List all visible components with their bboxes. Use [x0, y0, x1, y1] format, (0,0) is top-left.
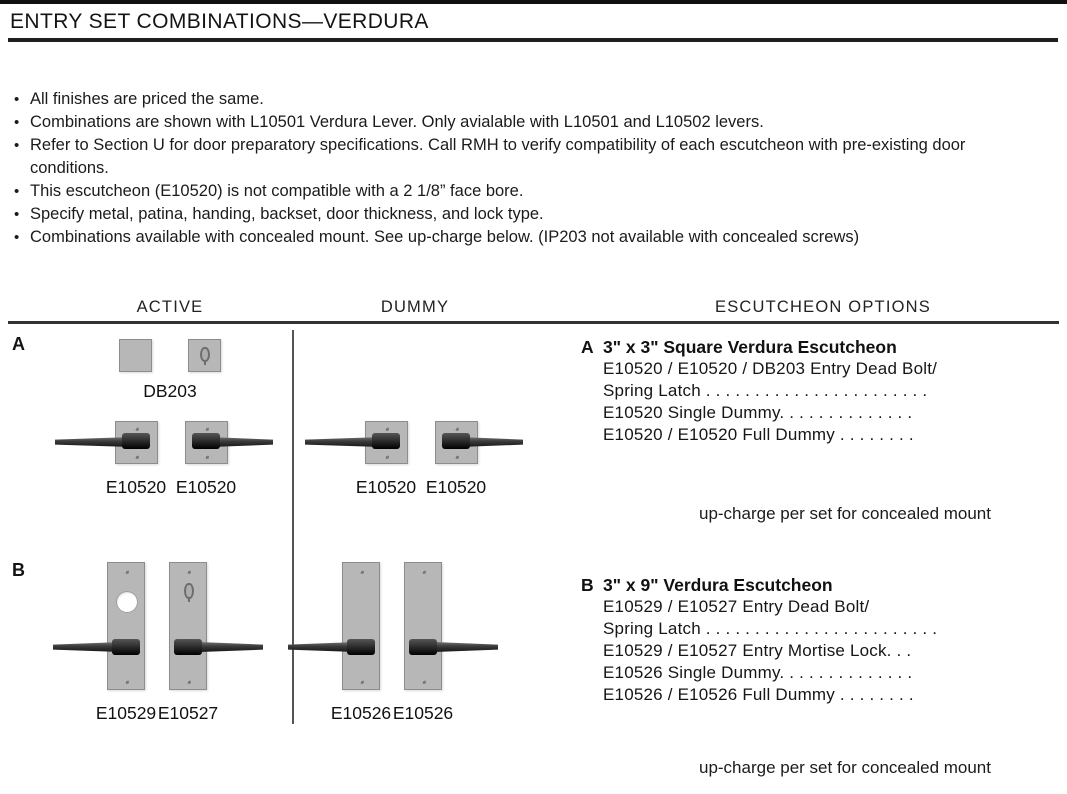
note-text: This escutcheon (E10520) is not compatible with a 2 1/8” face bore.: [30, 182, 524, 200]
figure-label: E10520: [425, 477, 487, 497]
note-item: [14, 88, 1044, 111]
figure-label: E10527: [157, 703, 219, 723]
column-header-dummy: DUMMY: [380, 298, 450, 316]
screw-icon: [455, 427, 459, 431]
figure-label: E10520: [355, 477, 417, 497]
thumbturn-icon: [200, 347, 210, 362]
lever-hub: [174, 639, 202, 655]
options-line: E10526 / E10526 Full Dummy . . . . . . . .: [603, 685, 914, 704]
title-rule: [8, 38, 1058, 42]
bullet-icon: •: [14, 137, 20, 154]
note-text: All finishes are priced the same.: [30, 90, 264, 108]
note-item: [14, 203, 1044, 226]
screw-icon: [205, 455, 209, 459]
figure-label: E10526: [392, 703, 454, 723]
bullet-icon: •: [14, 114, 20, 131]
options-heading-row: [581, 336, 1061, 358]
notes-list: [14, 88, 1044, 249]
screw-icon: [125, 570, 129, 574]
options-block-a: [581, 336, 1061, 446]
deadbolt-exterior-plate: [119, 339, 152, 372]
note-text: Refer to Section U for door preparatory specifications. Call RMH to verify compatibility of each escutcheon with pre-existing door conditions.: [30, 136, 966, 177]
screw-icon: [385, 427, 389, 431]
screw-icon: [125, 680, 129, 684]
deadbolt-interior-plate: [188, 339, 221, 372]
options-heading-row: [581, 574, 1061, 596]
figure-label: E10526: [330, 703, 392, 723]
options-line: E10529 / E10527 Entry Mortise Lock. . .: [603, 641, 912, 660]
screw-icon: [187, 680, 191, 684]
bullet-icon: •: [14, 183, 20, 200]
upcharge-note-a: up-charge per set for concealed mount: [698, 504, 991, 523]
screw-icon: [422, 570, 426, 574]
options-line: E10520 Single Dummy. . . . . . . . . . . . . .: [603, 403, 913, 422]
screw-icon: [205, 427, 209, 431]
options-row-letter: A: [581, 337, 594, 357]
options-line: E10526 Single Dummy. . . . . . . . . . . . . .: [603, 663, 913, 682]
figure-label: E10520: [105, 477, 167, 497]
thumbturn-icon: [184, 583, 194, 599]
active-dummy-divider: [292, 330, 294, 724]
note-item: [14, 134, 1044, 180]
lever-hub: [372, 433, 400, 449]
cylinder-hole: [116, 591, 138, 613]
header-rule: [8, 321, 1059, 324]
options-block-b: [581, 574, 1061, 706]
escutcheon-plate: [169, 562, 207, 690]
lever-hub: [347, 639, 375, 655]
bullet-icon: •: [14, 206, 20, 223]
escutcheon-plate: [342, 562, 380, 690]
options-line: Spring Latch . . . . . . . . . . . . . . . . . . . . . . . .: [603, 619, 938, 638]
screw-icon: [360, 680, 364, 684]
bullet-icon: •: [14, 91, 20, 108]
column-header-escutcheon-options: ESCUTCHEON OPTIONS: [715, 298, 931, 316]
options-lines: [603, 596, 1061, 706]
lever-icon: [428, 641, 498, 653]
screw-icon: [455, 455, 459, 459]
page-title: ENTRY SET COMBINATIONS—VERDURA: [10, 10, 429, 33]
bullet-icon: •: [14, 229, 20, 246]
note-item: [14, 226, 1044, 249]
options-heading: 3" x 3" Square Verdura Escutcheon: [603, 337, 897, 357]
options-line: E10520 / E10520 / DB203 Entry Dead Bolt/: [603, 359, 938, 378]
row-b-letter: B: [12, 560, 25, 580]
escutcheon-plate: [404, 562, 442, 690]
options-heading: 3" x 9" Verdura Escutcheon: [603, 575, 833, 595]
note-item: [14, 111, 1044, 134]
column-header-active: ACTIVE: [136, 298, 204, 316]
screw-icon: [135, 455, 139, 459]
options-line: E10529 / E10527 Entry Dead Bolt/: [603, 597, 870, 616]
options-lines: [603, 358, 1061, 446]
note-item: [14, 180, 1044, 203]
note-text: Specify metal, patina, handing, backset, door thickness, and lock type.: [30, 205, 544, 223]
deadbolt-label: DB203: [143, 381, 197, 401]
options-line: Spring Latch . . . . . . . . . . . . . . . . . . . . . . .: [603, 381, 928, 400]
options-row-letter: B: [581, 575, 594, 595]
screw-icon: [360, 570, 364, 574]
screw-icon: [422, 680, 426, 684]
screw-icon: [385, 455, 389, 459]
lever-hub: [442, 433, 470, 449]
figure-label: E10520: [175, 477, 237, 497]
note-text: Combinations are shown with L10501 Verdura Lever. Only avialable with L10501 and L10502 levers.: [30, 113, 764, 131]
options-line: E10520 / E10520 Full Dummy . . . . . . . .: [603, 425, 914, 444]
upcharge-note-b: up-charge per set for concealed mount: [698, 758, 991, 777]
screw-icon: [135, 427, 139, 431]
lever-icon: [193, 641, 263, 653]
lever-hub: [112, 639, 140, 655]
lever-hub: [409, 639, 437, 655]
screw-icon: [187, 570, 191, 574]
page-top-border: [0, 0, 1067, 4]
row-a-letter: A: [12, 334, 25, 354]
escutcheon-plate: [107, 562, 145, 690]
lever-hub: [192, 433, 220, 449]
lever-hub: [122, 433, 150, 449]
figure-label: E10529: [95, 703, 157, 723]
note-text: Combinations available with concealed mount. See up-charge below. (IP203 not available with concealed screws): [30, 228, 860, 246]
